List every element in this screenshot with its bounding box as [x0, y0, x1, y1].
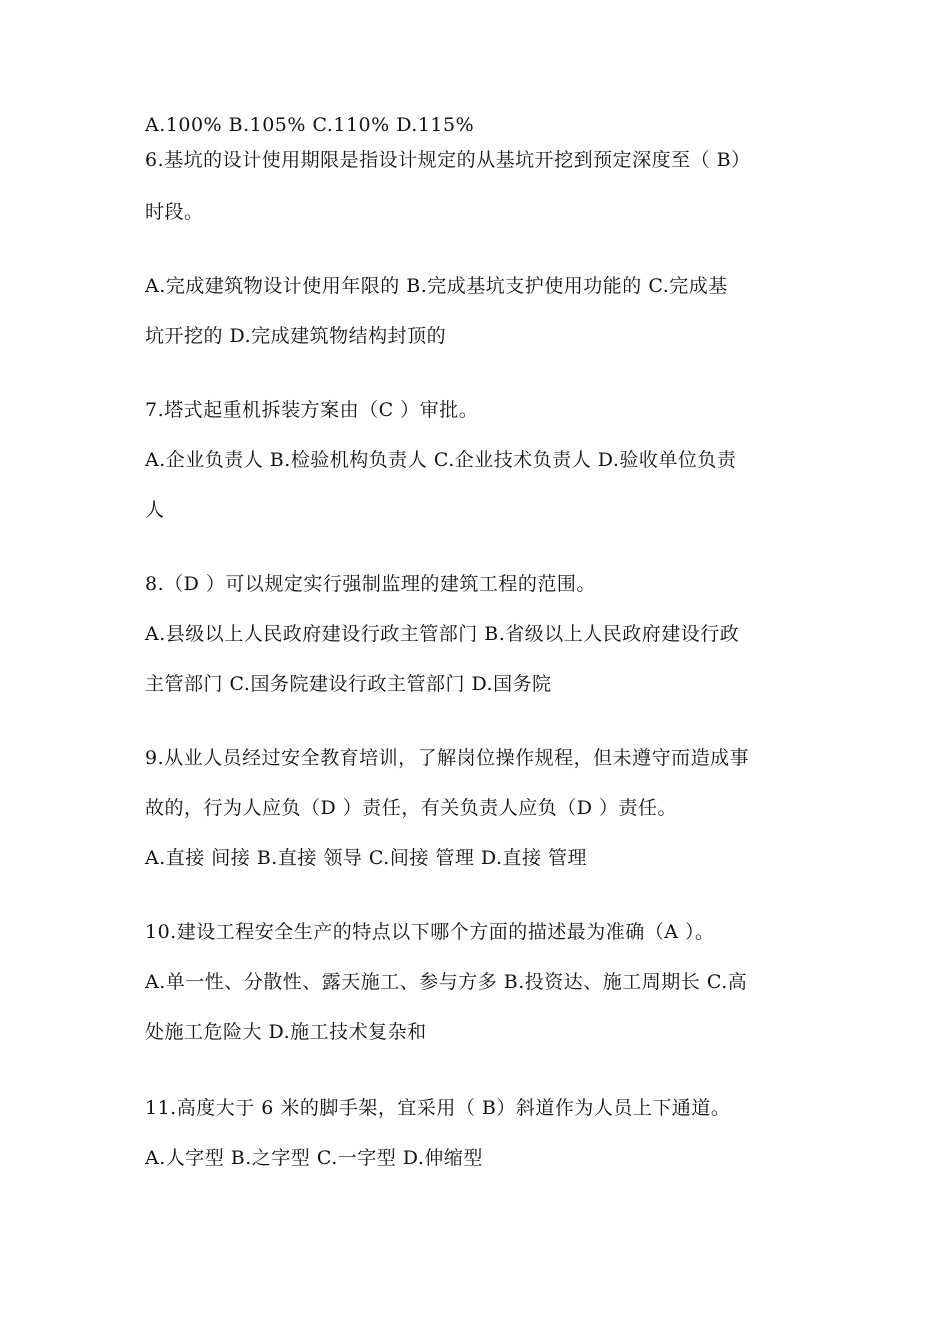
q11-question-line-1: 11.高度大于 6 米的脚手架，宜采用（ B）斜道作为人员上下通道。 — [145, 1097, 731, 1119]
q7-options-line-1: A.企业负责人 B.检验机构负责人 C.企业技术负责人 D.验收单位负责 — [145, 449, 737, 471]
q6-options-line-1: A.完成建筑物设计使用年限的 B.完成基坑支护使用功能的 C.完成基 — [145, 275, 728, 297]
q11-options-line-1: A.人字型 B.之字型 C.一字型 D.伸缩型 — [145, 1147, 483, 1169]
q8-options-line-1: A.县级以上人民政府建设行政主管部门 B.省级以上人民政府建设行政 — [145, 623, 740, 645]
q6-question-line-1: 6.基坑的设计使用期限是指设计规定的从基坑开挖到预定深度至（ B） — [145, 149, 751, 171]
q6-question-line-2: 时段。 — [145, 201, 204, 223]
q10-options-line-1: A.单一性、分散性、露天施工、参与方多 B.投资达、施工周期长 C.高 — [145, 971, 748, 993]
q6-options-line-2: 坑开挖的 D.完成建筑物结构封顶的 — [145, 325, 447, 347]
q5-options-line-1: A.100% B.105% C.110% D.115% — [145, 114, 475, 136]
q10-options-line-2: 处施工危险大 D.施工技术复杂和 — [145, 1021, 427, 1043]
q9-question-line-1: 9.从业人员经过安全教育培训，了解岗位操作规程，但未遵守而造成事 — [145, 747, 750, 769]
q9-question-line-2: 故的，行为人应负（D ）责任，有关负责人应负（D ）责任。 — [145, 797, 678, 819]
q7-options-line-2: 人 — [145, 499, 165, 521]
q9-options-line-1: A.直接 间接 B.直接 领导 C.间接 管理 D.直接 管理 — [145, 847, 588, 869]
q7-question-line-1: 7.塔式起重机拆装方案由（C ）审批。 — [145, 399, 479, 421]
q8-options-line-2: 主管部门 C.国务院建设行政主管部门 D.国务院 — [145, 673, 552, 695]
q8-question-line-1: 8.（D ）可以规定实行强制监理的建筑工程的范围。 — [145, 573, 596, 595]
q10-question-line-1: 10.建设工程安全生产的特点以下哪个方面的描述最为准确（A ）。 — [145, 921, 715, 943]
